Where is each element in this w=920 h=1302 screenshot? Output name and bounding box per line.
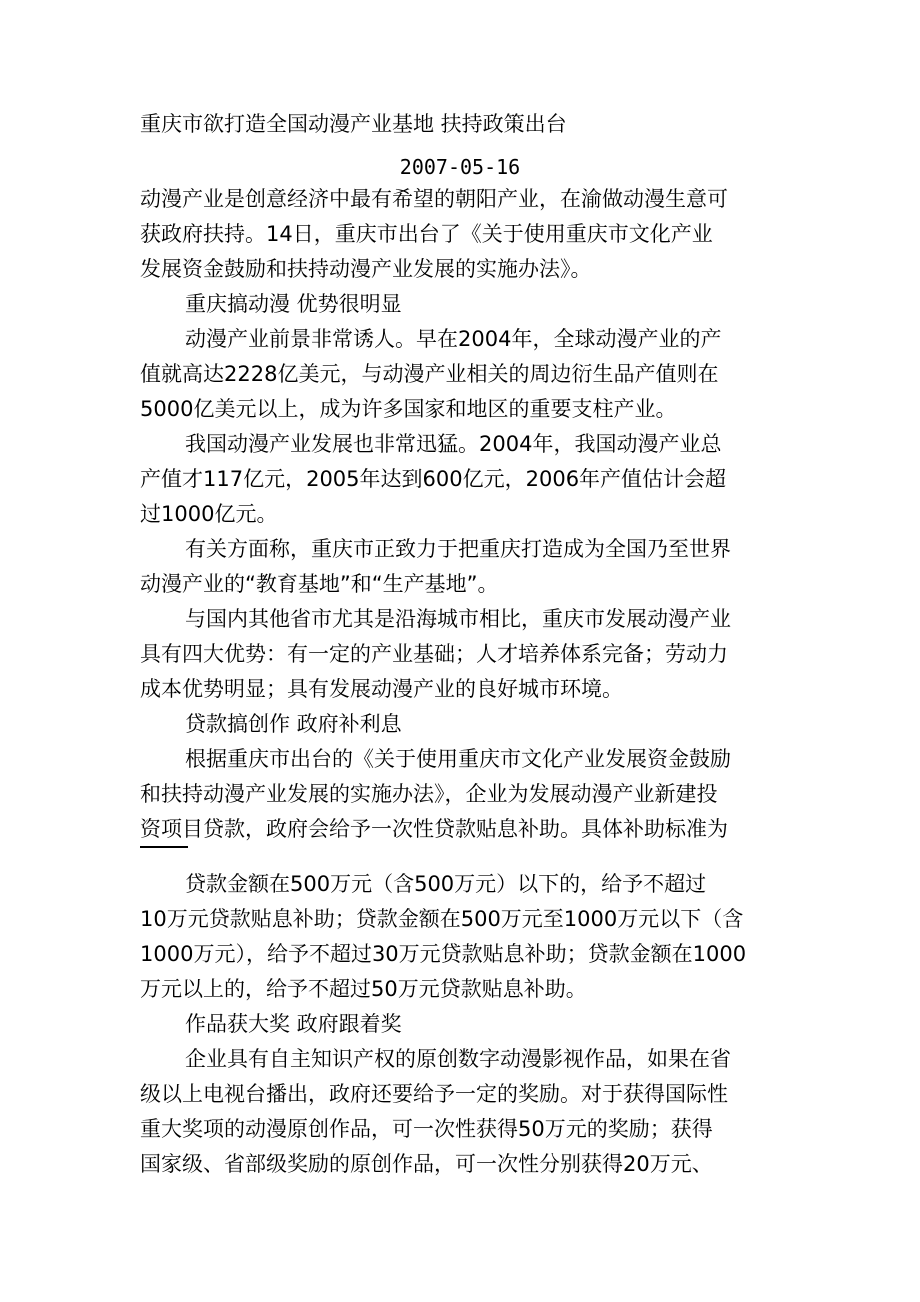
text-line: 资项目贷款，政府会给予一次性贷款贴息补助。具体补助标准为	[140, 817, 728, 841]
text-line: 有关方面称，重庆市正致力于把重庆打造成为全国乃至世界	[185, 537, 731, 561]
publish-date: 2007-05-16	[399, 155, 521, 179]
section-heading: 重庆搞动漫 优势很明显	[185, 292, 402, 316]
text-line: 与国内其他省市尤其是沿海城市相比，重庆市发展动漫产业	[185, 607, 731, 631]
section-heading: 作品获大奖 政府跟着奖	[185, 1012, 402, 1036]
text-line: 我国动漫产业发展也非常迅猛。2004年，我国动漫产业总	[185, 432, 722, 456]
text-line: 国家级、省部级奖励的原创作品，可一次性分别获得20万元、	[140, 1152, 713, 1176]
text-line: 值就高达2228亿美元，与动漫产业相关的周边衍生品产值则在	[140, 362, 719, 386]
text-line: 产值才117亿元，2005年达到600亿元，2006年产值估计会超	[140, 467, 727, 491]
text-line: 动漫产业是创意经济中最有希望的朝阳产业，在渝做动漫生意可	[140, 187, 728, 211]
text-line: 万元以上的，给予不超过50万元贷款贴息补助。	[140, 977, 587, 1001]
text-line: 过1000亿元。	[140, 502, 278, 526]
text-line: 获政府扶持。14日，重庆市出台了《关于使用重庆市文化产业	[140, 222, 713, 246]
text-line: 动漫产业的“教育基地”和“生产基地”。	[140, 572, 499, 596]
text-line: 具有四大优势：有一定的产业基础；人才培养体系完备；劳动力	[140, 642, 728, 666]
text-line: 企业具有自主知识产权的原创数字动漫影视作品，如果在省	[185, 1047, 731, 1071]
text-line: 成本优势明显；具有发展动漫产业的良好城市环境。	[140, 677, 623, 701]
document-title: 重庆市欲打造全国动漫产业基地 扶持政策出台	[140, 112, 567, 136]
section-heading: 贷款搞创作 政府补利息	[185, 712, 402, 736]
text-line: 10万元贷款贴息补助；贷款金额在500万元至1000万元以下（含	[140, 907, 744, 931]
text-line: 1000万元），给予不超过30万元贷款贴息补助；贷款金额在1000	[140, 942, 747, 966]
dash-rule	[140, 846, 188, 848]
text-line: 和扶持动漫产业发展的实施办法》，企业为发展动漫产业新建投	[140, 782, 718, 806]
text-line: 贷款金额在500万元（含500万元）以下的，给予不超过	[185, 872, 707, 896]
text-line: 级以上电视台播出，政府还要给予一定的奖励。对于获得国际性	[140, 1082, 728, 1106]
text-line: 根据重庆市出台的《关于使用重庆市文化产业发展资金鼓励	[185, 747, 731, 771]
text-line: 5000亿美元以上，成为许多国家和地区的重要支柱产业。	[140, 397, 677, 421]
text-line: 重大奖项的动漫原创作品，可一次性获得50万元的奖励；获得	[140, 1117, 713, 1141]
text-line: 动漫产业前景非常诱人。早在2004年，全球动漫产业的产	[185, 327, 722, 351]
text-line: 发展资金鼓励和扶持动漫产业发展的实施办法》。	[140, 257, 592, 281]
